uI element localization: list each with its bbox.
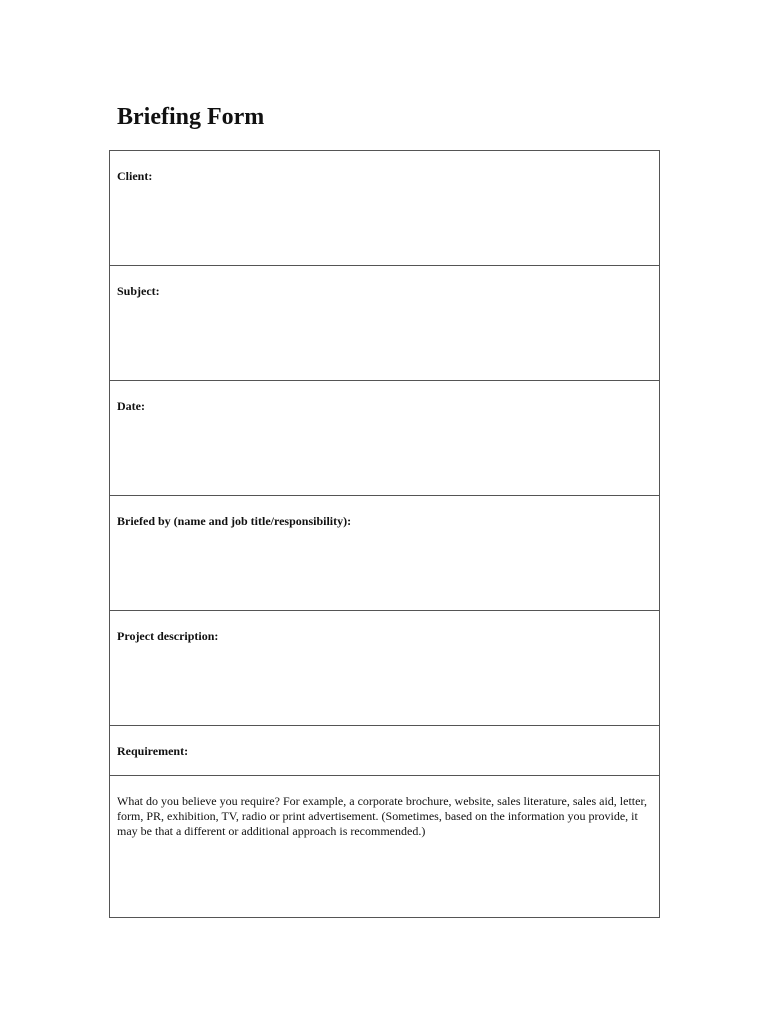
- subject-field[interactable]: [110, 266, 660, 381]
- requirement-field[interactable]: [110, 776, 660, 918]
- client-row: [110, 151, 660, 266]
- briefed-by-label: Briefed by (name and job title/responsibility):: [117, 514, 352, 528]
- date-row: [110, 381, 660, 496]
- briefed-by-row: [110, 496, 660, 611]
- requirement-note-row: [110, 776, 660, 918]
- requirement-header-cell: [110, 726, 660, 776]
- briefing-form-table: [109, 150, 660, 918]
- subject-label: Subject:: [117, 284, 160, 298]
- project-description-field[interactable]: [110, 611, 660, 726]
- requirement-row: [110, 726, 660, 776]
- briefed-by-field[interactable]: [110, 496, 660, 611]
- requirement-label: Requirement:: [117, 744, 189, 758]
- client-field[interactable]: [110, 151, 660, 266]
- client-label: Client:: [117, 169, 153, 183]
- requirement-note: What do you believe you require? For example, a corporate brochure, website, sales literature, sales aid, letter, form, PR, exhibition, TV, radio or print advertisement. (Sometimes, based on the information you provide, it may be that a different or additional approach is recommended.): [117, 794, 647, 838]
- date-label: Date:: [117, 399, 145, 413]
- project-description-row: [110, 611, 660, 726]
- page-title: Briefing Form: [117, 104, 265, 130]
- subject-row: [110, 266, 660, 381]
- date-field[interactable]: [110, 381, 660, 496]
- project-description-label: Project description:: [117, 629, 219, 643]
